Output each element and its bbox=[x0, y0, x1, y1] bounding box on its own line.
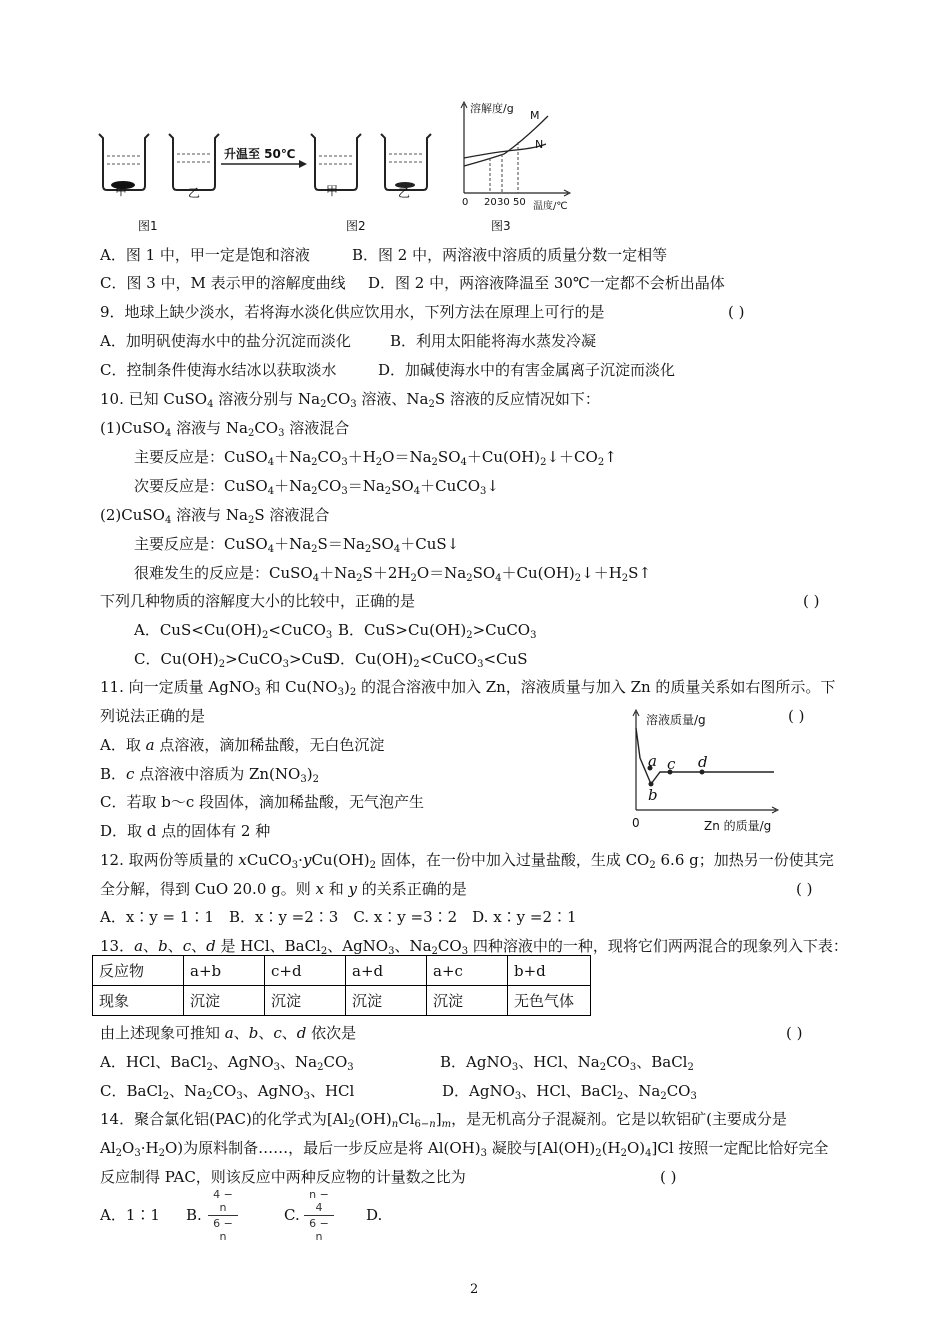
q8-option-d: D．图 2 中，两溶液降温至 30℃一定都不会析出晶体 bbox=[368, 274, 725, 292]
q8-option-a: A．图 1 中，甲一定是饱和溶液 bbox=[100, 246, 310, 264]
q11-answer-paren: ( ) bbox=[788, 707, 805, 725]
q10-option-a: A．$CuS<Cu(OH)_2<CuCO_3$ bbox=[134, 621, 333, 641]
q9-option-c: C．控制条件使海水结冰以获取淡水 bbox=[100, 361, 337, 379]
table-cell: 沉淀 bbox=[265, 986, 346, 1016]
beaker-jia-label-2: 甲 bbox=[326, 184, 339, 198]
table-cell: 反应物 bbox=[93, 956, 184, 986]
q9-option-b: B．利用太阳能将海水蒸发冷凝 bbox=[390, 332, 597, 350]
table-cell: a+d bbox=[346, 956, 427, 986]
point-d-label: d bbox=[698, 753, 708, 771]
curve-n bbox=[464, 144, 546, 158]
q8-option-c: C．图 3 中，M 表示甲的溶解度曲线 bbox=[100, 274, 346, 292]
beaker-yi-label-2: 乙 bbox=[398, 186, 411, 200]
q10-case1: (1)CuSO$_4$ 溶液与 $Na_2CO_3$ 溶液混合 bbox=[100, 419, 350, 439]
table-cell: c+d bbox=[265, 956, 346, 986]
solubility-ylabel: 溶解度/g bbox=[470, 102, 514, 115]
q13-answer-paren: ( ) bbox=[786, 1024, 803, 1042]
q8-option-b: B．图 2 中，两溶液中溶质的质量分数一定相等 bbox=[352, 246, 668, 264]
table-row bbox=[93, 986, 591, 1016]
fraction-denominator: 6 − n bbox=[309, 1217, 329, 1243]
q12-options: A．x∶y = 1∶1 B．x∶y =2∶3 C. x∶y =3∶2 D. x∶y =2∶1 bbox=[100, 908, 577, 926]
beaker-yi-label: 乙 bbox=[188, 186, 201, 200]
q13-question: 由上述现象可推知 a、b、c、d 依次是 bbox=[100, 1024, 357, 1042]
table-cell: 沉淀 bbox=[184, 986, 265, 1016]
fig3-label: 图3 bbox=[491, 219, 511, 233]
point-b-label: b bbox=[648, 786, 658, 804]
q12-answer-paren: ( ) bbox=[796, 880, 813, 898]
fig2-label: 图2 bbox=[346, 219, 366, 233]
q13-reaction-table bbox=[92, 955, 591, 1016]
fraction-bar bbox=[208, 1215, 238, 1216]
q11-option-d: D．取 d 点的固体有 2 种 bbox=[100, 822, 271, 840]
q10-case2: (2)CuSO$_4$ 溶液与 $Na_2S$ 溶液混合 bbox=[100, 506, 330, 526]
q13-option-d: D．AgNO$_3$、HCl、BaCl$_2$、$Na_2CO_3$ bbox=[442, 1082, 697, 1102]
table-cell: 无色气体 bbox=[508, 986, 591, 1016]
point-c-label: c bbox=[667, 755, 676, 773]
curve-n-label: N bbox=[535, 138, 544, 151]
table-cell: a+b bbox=[184, 956, 265, 986]
q14-stem-line2: $Al_2O_3\cdot H_2O$)为原料制备……，最后一步反应是将 $Al(OH)_3$ 凝胶与$[Al(OH)_2(H_2O)_4]Cl$ 按照一定配比恰好完全 bbox=[100, 1139, 829, 1159]
q14-option-c-prefix: C. bbox=[284, 1206, 300, 1224]
q9-stem: 9．地球上缺少淡水，若将海水淡化供应饮用水，下列方法在原理上可行的是 bbox=[100, 303, 605, 321]
zn-graph-xlabel: Zn 的质量/g bbox=[704, 819, 772, 833]
q14-stem-line3: 反应制得 PAC，则该反应中两种反应物的计量数之比为 bbox=[100, 1168, 466, 1186]
curve-m-label: M bbox=[530, 109, 540, 122]
q11-stem: 11. 向一定质量 AgNO$_3$ 和 $Cu(NO_3)_2$ 的混合溶液中加入 Zn，溶液质量与加入 Zn 的质量关系如右图所示。下 bbox=[100, 678, 836, 698]
beaker-yi-fig2 bbox=[381, 134, 431, 190]
q14-option-d: D. bbox=[366, 1206, 383, 1224]
q14-option-a: A．1∶1 bbox=[100, 1206, 160, 1224]
solubility-xlabel: 温度/℃ bbox=[533, 201, 568, 212]
fraction-numerator: 4 − n bbox=[213, 1188, 233, 1214]
q13-option-c: C．BaCl$_2$、$Na_2CO_3$、AgNO$_3$、HCl bbox=[100, 1082, 355, 1102]
table-cell: 沉淀 bbox=[427, 986, 508, 1016]
table-cell: a+c bbox=[427, 956, 508, 986]
q14-option-c-fraction bbox=[304, 1188, 334, 1243]
zn-graph-origin: 0 bbox=[632, 816, 640, 830]
table-cell: 现象 bbox=[93, 986, 184, 1016]
zn-graph-ylabel: 溶液质量/g bbox=[646, 713, 706, 727]
q9-option-d: D．加碱使海水中的有害金属离子沉淀而淡化 bbox=[378, 361, 676, 379]
q14-option-b-fraction bbox=[208, 1188, 238, 1243]
beaker-jia-label: 甲 bbox=[115, 184, 128, 198]
q10-case2-hard: 很难发生的反应是：$CuSO_4+Na_2S+2H_2O=Na_2SO_4+Cu(OH)_2↓+H_2S↑$ bbox=[134, 564, 652, 584]
q12-stem: 12. 取两份等质量的 $xCuCO_3\cdot yCu(OH)_2$ 固体，在一份中加入过量盐酸，生成 $CO_2$ 6.6 g；加热另一份使其完 bbox=[100, 851, 834, 871]
q10-case1-minor: 次要反应是：$CuSO_4+Na_2CO_3=Na_2SO_4+CuCO_3↓$ bbox=[134, 477, 499, 497]
q10-option-c: C．$Cu(OH)_2>CuCO_3>CuS$ bbox=[134, 650, 333, 670]
q9-answer-paren: ( ) bbox=[728, 303, 745, 321]
q10-question: 下列几种物质的溶解度大小的比较中，正确的是 bbox=[100, 592, 416, 610]
tick-30: 30 bbox=[497, 197, 510, 208]
q10-answer-paren: ( ) bbox=[803, 592, 820, 610]
tick-0: 0 bbox=[462, 197, 469, 208]
q13-option-b: B．AgNO$_3$、HCl、$Na_2CO_3$、BaCl$_2$ bbox=[440, 1053, 694, 1073]
q10-stem: 10. 已知 CuSO$_4$ 溶液分别与 $Na_2CO_3$ 溶液、$Na_2S$ 溶液的反应情况如下： bbox=[100, 390, 600, 410]
table-cell: 沉淀 bbox=[346, 986, 427, 1016]
q12-stem-line2: 全分解，得到 CuO 20.0 g。则 x 和 y 的关系正确的是 bbox=[100, 880, 467, 898]
q14-stem: 14．聚合氯化铝(PAC)的化学式为$[Al_2(OH)_nCl_{6-n}]_m$，是无机高分子混凝剂。它是以软铝矿(主要成分是 bbox=[100, 1110, 787, 1130]
q11-option-b: B．c 点溶液中溶质为 $Zn(NO_3)_2$ bbox=[100, 765, 319, 785]
beaker-yi-fig1 bbox=[169, 134, 219, 190]
q10-case1-main: 主要反应是：$CuSO_4+Na_2CO_3+H_2O=Na_2SO_4+Cu(OH)_2↓+CO_2↑$ bbox=[134, 448, 617, 468]
point-a-label: a bbox=[648, 752, 657, 770]
q11-option-a: A．取 a 点溶液，滴加稀盐酸，无白色沉淀 bbox=[100, 736, 385, 754]
fraction-denominator: 6 − n bbox=[213, 1217, 233, 1243]
q13-stem: 13．a、b、c、d 是 HCl、BaCl$_2$、AgNO$_3$、$Na_2CO_3$ 四种溶液中的一种，现将它们两两混合的现象列入下表： bbox=[100, 937, 848, 957]
fraction-bar bbox=[304, 1215, 334, 1216]
page-number: 2 bbox=[470, 1282, 479, 1297]
q13-option-a: A．HCl、BaCl$_2$、AgNO$_3$、$Na_2CO_3$ bbox=[100, 1053, 354, 1073]
fig1-label: 图1 bbox=[138, 219, 158, 233]
q14-answer-paren: ( ) bbox=[660, 1168, 677, 1186]
q9-option-a: A．加明矾使海水中的盐分沉淀而淡化 bbox=[100, 332, 351, 350]
q10-option-d: D．$Cu(OH)_2<CuCO_3<CuS$ bbox=[328, 650, 528, 670]
table-header-row bbox=[93, 956, 591, 986]
tick-20: 20 bbox=[484, 197, 497, 208]
table-cell: b+d bbox=[508, 956, 591, 986]
arrow-text: 升温至 50℃ bbox=[224, 147, 296, 161]
tick-50: 50 bbox=[513, 197, 526, 208]
q10-case2-main: 主要反应是：$CuSO_4+Na_2S=Na_2SO_4+CuS↓$ bbox=[134, 535, 460, 555]
q14-option-b-prefix: B. bbox=[186, 1206, 202, 1224]
q11-option-c: C．若取 b～c 段固体，滴加稀盐酸，无气泡产生 bbox=[100, 793, 425, 811]
q10-option-b: B．$CuS>Cu(OH)_2>CuCO_3$ bbox=[338, 621, 537, 641]
q11-stem-line2: 列说法正确的是 bbox=[100, 707, 206, 725]
fraction-numerator: n − 4 bbox=[309, 1188, 329, 1214]
